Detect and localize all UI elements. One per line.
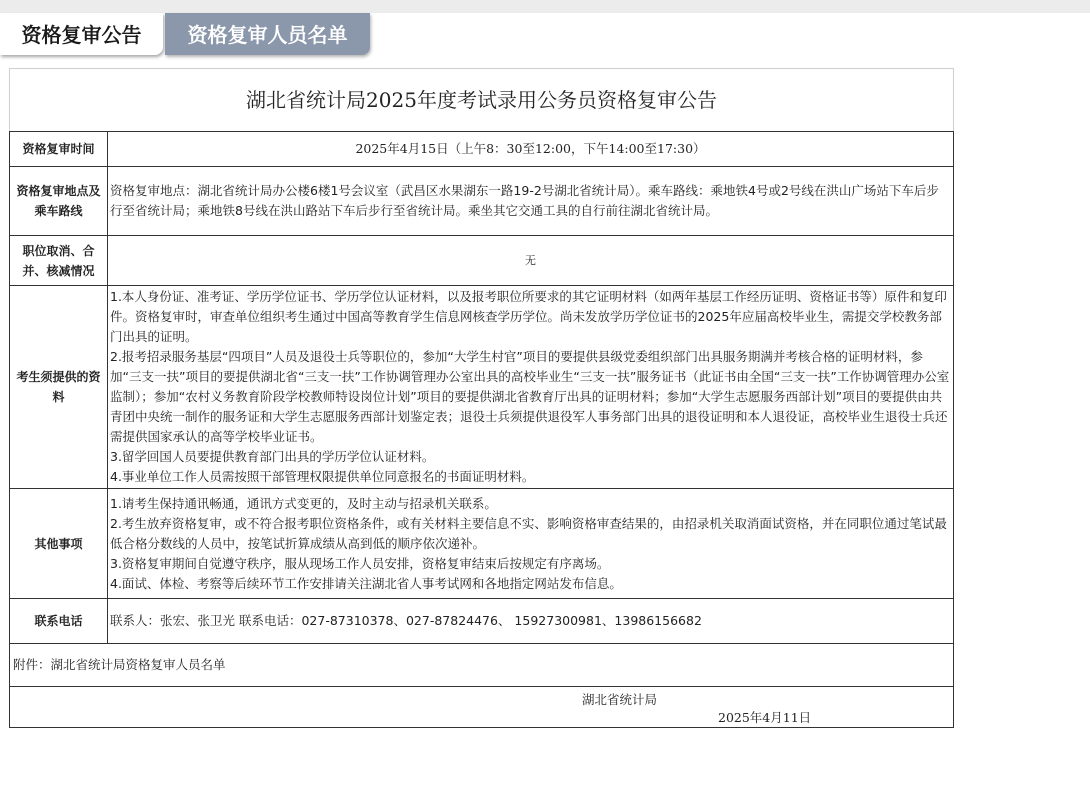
row-cancel [10,236,954,286]
row-contact [10,599,954,644]
materials-item: 3.留学回国人员要提供教育部门出具的学历学位认证材料。 [110,449,435,464]
sheet-tabs [0,13,1090,57]
row-other [10,489,954,599]
attachment-note: 附件：湖北省统计局资格复审人员名单 [10,644,954,687]
other-item: 1.请考生保持通讯畅通，通讯方式变更的，及时主动与招录机关联系。 [110,495,497,511]
label-other: 其他事项 [10,489,108,599]
title-row [10,69,954,132]
row-materials [10,286,954,489]
page-title: 湖北省统计局2025年度考试录用公务员资格复审公告 [10,69,954,132]
signature-block [10,687,954,728]
row-attachment [10,644,954,687]
value-review-time: 2025年4月15日（上午8：30至12:00，下午14:00至17:30） [108,132,954,167]
signature-org: 湖北省统计局 [582,692,658,707]
materials-item: 1.本人身份证、准考证、学历学位证书、学历学位认证材料，以及报考职位所要求的其它证明材料（如两年基层工作经历证明、资格证书等）原件和复印件。资格复审时，审查单位组织考生通过中国高等教育学生信息网核查学历学位。尚未发放学历学位证书的2025年应届高校毕业生，需提交学校教务部门出具的证明。 [110,289,947,344]
row-time [10,132,954,167]
value-contact: 联系人：张宏、张卫光 联系电话：027-87310378、027-87824476、 15927300981、13986156682 [108,599,954,644]
signature-date: 2025年4月11日 [718,710,812,725]
other-item: 2.考生放弃资格复审，或不符合报考职位资格条件，或有关材料主要信息不实、影响资格审查结果的，由招录机关取消面试资格，并在同职位通过笔试最低合格分数线的人员中，按笔试折算成绩从高到低的顺序依次递补。 [110,515,947,551]
announcement-table [9,68,954,728]
materials-item: 4.事业单位工作人员需按照干部管理权限提供单位同意报名的书面证明材料。 [110,469,535,484]
tab-review-list[interactable]: 资格复审人员名单 [165,13,370,55]
value-cancel: 无 [108,236,954,286]
window-top-strip [0,0,1090,13]
value-materials [108,286,954,489]
other-item: 4.面试、体检、考察等后续环节工作安排请关注湖北省人事考试网和各地指定网站发布信息。 [110,575,622,591]
tab-review-notice[interactable]: 资格复审公告 [0,13,163,55]
row-signature [10,687,954,728]
other-item: 3.资格复审期间自觉遵守秩序，服从现场工作人员安排，资格复审结束后按规定有序离场。 [110,555,610,571]
materials-item: 2.报考招录服务基层“四项目”人员及退役士兵等职位的，参加“大学生村官”项目的要提供县级党委组织部门出具服务期满并考核合格的证明材料，参加“三支一扶”项目的要提供湖北省“三支一扶”工作协调管理办公室出具的高校毕业生“三支一扶”服务证书（此证书由全国“三支一扶”工作协调管理办公室监制）；参加“农村义务教育阶段学校教师特设岗位计划”项目的要提供湖北省教育厅出具的证明材料；参加“大学生志愿服务西部计划”项目的要提供由共青团中央统一制作的服务证和大学生志愿服务西部计划鉴定表；退役士兵须提供退役军人事务部门出具的退役证明和本人退役证，高校毕业生退役士兵还需提供国家承认的高等学校毕业证书。 [110,349,950,444]
value-location: 资格复审地点：湖北省统计局办公楼6楼1号会议室（武昌区水果湖东一路19-2号湖北省统计局）。乘车路线：乘地铁4号或2号线在洪山广场站下车后步行至省统计局；乘地铁8号线在洪山路站下车后步行至省统计局。乘坐其它交通工具的自行前往湖北省统计局。 [108,167,954,236]
label-materials: 考生须提供的资料 [10,286,108,489]
label-location: 资格复审地点及乘车路线 [10,167,108,236]
row-location [10,167,954,236]
value-other [108,489,954,599]
label-cancel: 职位取消、合并、核减情况 [10,236,108,286]
label-contact: 联系电话 [10,599,108,644]
label-review-time: 资格复审时间 [10,132,108,167]
